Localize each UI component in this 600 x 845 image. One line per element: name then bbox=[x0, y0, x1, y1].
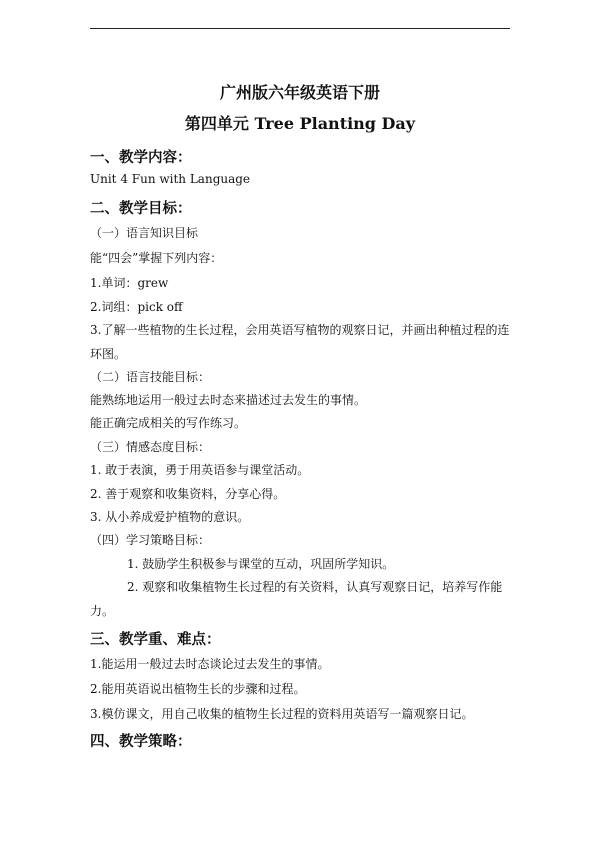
knowledge-item-1: 1.单词：grew bbox=[90, 276, 169, 290]
key-point-1: 1.能运用一般过去时态谈论过去发生的事情。 bbox=[90, 657, 330, 671]
unit-title: 第四单元 Tree Planting Day bbox=[184, 114, 416, 133]
document-title: 广州版六年级英语下册 bbox=[219, 83, 380, 102]
key-point-2: 2.能用英语说出植物生长的步骤和过程。 bbox=[90, 682, 306, 696]
attitude-item-2: 2. 善于观察和收集资料，分享心得。 bbox=[90, 487, 286, 501]
strategy-item-2-line-1: 2. 观察和收集植物生长过程的有关资料，认真写观察日记，培养写作能 bbox=[127, 580, 503, 594]
skills-line-2: 能正确完成相关的写作练习。 bbox=[90, 416, 247, 430]
section-text-content: Unit 4 Fun with Language bbox=[90, 172, 251, 186]
subheading-attitude: （三）情感态度目标： bbox=[90, 440, 211, 454]
knowledge-item-3-line-1: 3.了解一些植物的生长过程，会用英语写植物的观察日记，并画出种植过程的连 bbox=[90, 323, 510, 337]
section-heading-content: 一、教学内容： bbox=[90, 149, 192, 166]
key-point-3: 3.模仿课文，用自己收集的植物生长过程的资料用英语写一篇观察日记。 bbox=[90, 707, 474, 721]
strategy-item-2-line-2: 力。 bbox=[90, 604, 115, 618]
section-heading-strategy: 四、教学策略： bbox=[90, 733, 192, 750]
skills-line-1: 能熟练地运用一般过去时态来描述过去发生的事情。 bbox=[90, 393, 367, 407]
knowledge-item-3-line-2: 环图。 bbox=[90, 347, 127, 361]
section-heading-key-points: 三、教学重、难点： bbox=[90, 631, 221, 648]
subheading-knowledge: （一）语言知识目标 bbox=[90, 226, 199, 240]
subheading-skills: （二）语言技能目标： bbox=[90, 370, 211, 384]
section-heading-goals: 二、教学目标： bbox=[90, 200, 192, 217]
attitude-item-3: 3. 从小养成爱护植物的意识。 bbox=[90, 510, 250, 524]
subheading-strategy: （四）学习策略目标： bbox=[90, 533, 211, 547]
header-rule bbox=[90, 28, 510, 29]
knowledge-intro: 能“四会”掌握下列内容： bbox=[90, 251, 223, 265]
attitude-item-1: 1. 敢于表演，勇于用英语参与课堂活动。 bbox=[90, 463, 310, 477]
knowledge-item-2: 2.词组：pick off bbox=[90, 300, 183, 314]
strategy-item-1: 1. 鼓励学生积极参与课堂的互动，巩固所学知识。 bbox=[127, 557, 395, 571]
